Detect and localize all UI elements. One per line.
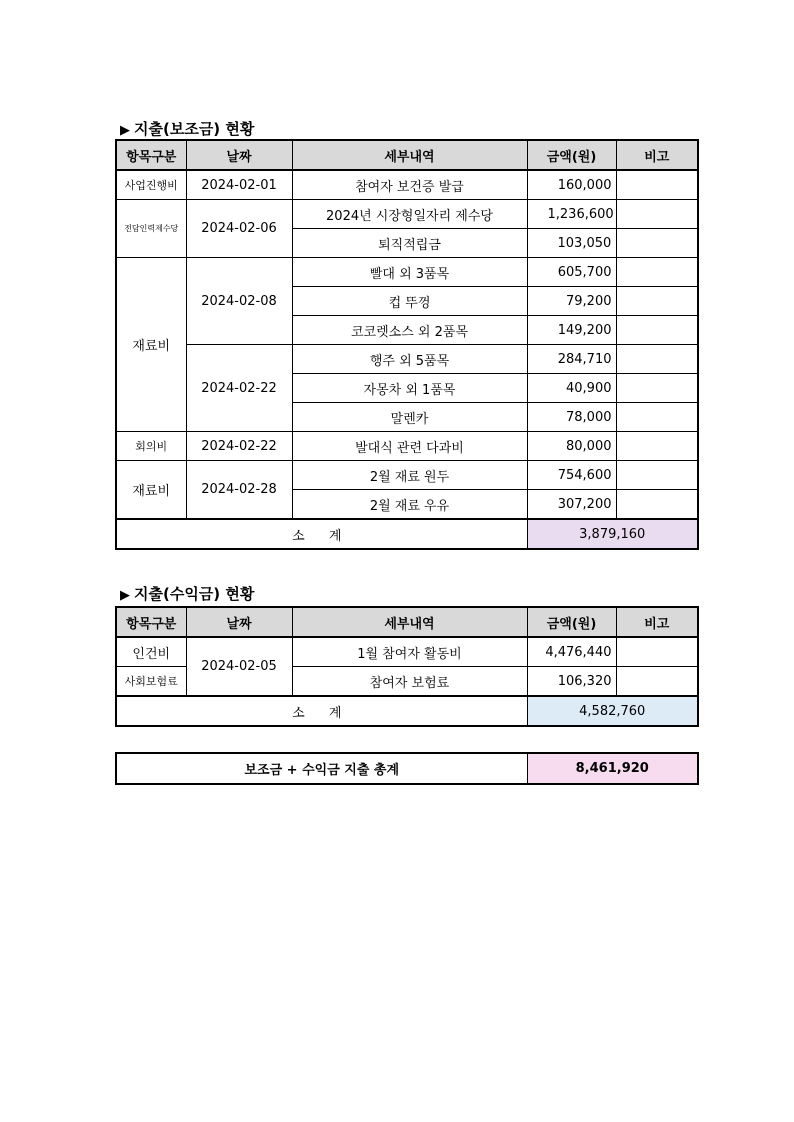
cell-detail: 퇴직적립금 xyxy=(292,229,527,258)
cell-note xyxy=(616,461,698,490)
cell-note xyxy=(616,667,698,697)
grand-total-value: 8,461,920 xyxy=(527,753,698,784)
cell-detail: 자몽차 외 1품목 xyxy=(292,374,527,403)
triangle-bullet-icon: ▶ xyxy=(120,588,130,603)
cell-amount: 80,000 xyxy=(527,432,616,461)
cell-date: 2024-02-06 xyxy=(186,200,292,258)
table-row xyxy=(116,170,698,200)
cell-note xyxy=(616,287,698,316)
subsidy-title-text: 지출(보조금) 현황 xyxy=(134,120,255,138)
subtotal-label: 소 계 xyxy=(116,519,527,549)
cell-amount: 79,200 xyxy=(527,287,616,316)
subtotal-label: 소 계 xyxy=(116,696,527,726)
cell-detail: 2024년 시장형일자리 제수당 xyxy=(292,200,527,229)
grand-total-row xyxy=(116,753,698,784)
subtotal-value: 3,879,160 xyxy=(527,519,698,549)
cell-amount: 149,200 xyxy=(527,316,616,345)
cell-date: 2024-02-22 xyxy=(186,432,292,461)
cell-note xyxy=(616,403,698,432)
cell-detail: 1월 참여자 활동비 xyxy=(292,637,527,667)
cell-category: 전담인력제수당 xyxy=(116,200,186,258)
cell-detail: 발대식 관련 다과비 xyxy=(292,432,527,461)
revenue-expense-table xyxy=(115,606,699,727)
subtotal-row xyxy=(116,519,698,549)
cell-amount: 40,900 xyxy=(527,374,616,403)
cell-amount: 605,700 xyxy=(527,258,616,287)
header-detail: 세부내역 xyxy=(292,140,527,170)
table-row xyxy=(116,258,698,287)
header-note: 비고 xyxy=(616,607,698,637)
cell-category: 재료비 xyxy=(116,461,186,520)
table-row xyxy=(116,345,698,374)
grand-total-label: 보조금 + 수익금 지출 총계 xyxy=(116,753,527,784)
cell-category: 재료비 xyxy=(116,258,186,432)
cell-note xyxy=(616,374,698,403)
table-row xyxy=(116,461,698,490)
cell-category: 회의비 xyxy=(116,432,186,461)
subtotal-value: 4,582,760 xyxy=(527,696,698,726)
table-row xyxy=(116,432,698,461)
cell-note xyxy=(616,316,698,345)
cell-category: 인건비 xyxy=(116,637,186,667)
header-date: 날짜 xyxy=(186,607,292,637)
cell-note xyxy=(616,258,698,287)
cell-category: 사업진행비 xyxy=(116,170,186,200)
subtotal-row xyxy=(116,696,698,726)
cell-category: 사회보험료 xyxy=(116,667,186,697)
cell-note xyxy=(616,432,698,461)
revenue-title-text: 지출(수익금) 현황 xyxy=(134,585,255,603)
cell-amount: 284,710 xyxy=(527,345,616,374)
cell-detail: 참여자 보험료 xyxy=(292,667,527,697)
grand-total-table xyxy=(115,752,699,785)
cell-detail: 말렌카 xyxy=(292,403,527,432)
cell-date: 2024-02-22 xyxy=(186,345,292,432)
cell-note xyxy=(616,229,698,258)
cell-note xyxy=(616,200,698,229)
header-amount: 금액(원) xyxy=(527,607,616,637)
table-row xyxy=(116,200,698,229)
cell-amount: 4,476,440 xyxy=(527,637,616,667)
cell-note xyxy=(616,345,698,374)
header-amount: 금액(원) xyxy=(527,140,616,170)
table-header-row xyxy=(116,140,698,170)
header-date: 날짜 xyxy=(186,140,292,170)
revenue-section-title xyxy=(120,583,254,604)
cell-amount: 307,200 xyxy=(527,490,616,520)
table-row xyxy=(116,637,698,667)
cell-detail: 행주 외 5품목 xyxy=(292,345,527,374)
cell-note xyxy=(616,170,698,200)
header-detail: 세부내역 xyxy=(292,607,527,637)
header-category: 항목구분 xyxy=(116,140,186,170)
cell-amount: 103,050 xyxy=(527,229,616,258)
cell-amount: 78,000 xyxy=(527,403,616,432)
table-header-row xyxy=(116,607,698,637)
header-note: 비고 xyxy=(616,140,698,170)
cell-date: 2024-02-28 xyxy=(186,461,292,520)
cell-date: 2024-02-01 xyxy=(186,170,292,200)
cell-detail: 코코렛소스 외 2품목 xyxy=(292,316,527,345)
header-category: 항목구분 xyxy=(116,607,186,637)
cell-detail: 2월 재료 원두 xyxy=(292,461,527,490)
cell-detail: 컵 뚜껑 xyxy=(292,287,527,316)
subsidy-section-title xyxy=(120,118,254,139)
cell-note xyxy=(616,637,698,667)
cell-detail: 참여자 보건증 발급 xyxy=(292,170,527,200)
cell-amount: 160,000 xyxy=(527,170,616,200)
subsidy-expense-table xyxy=(115,139,699,550)
cell-amount: 754,600 xyxy=(527,461,616,490)
cell-detail: 빨대 외 3품목 xyxy=(292,258,527,287)
cell-note xyxy=(616,490,698,520)
cell-amount: 1,236,600 xyxy=(527,200,616,229)
cell-amount: 106,320 xyxy=(527,667,616,697)
cell-detail: 2월 재료 우유 xyxy=(292,490,527,520)
cell-date: 2024-02-08 xyxy=(186,258,292,345)
cell-date: 2024-02-05 xyxy=(186,637,292,696)
triangle-bullet-icon: ▶ xyxy=(120,123,130,138)
